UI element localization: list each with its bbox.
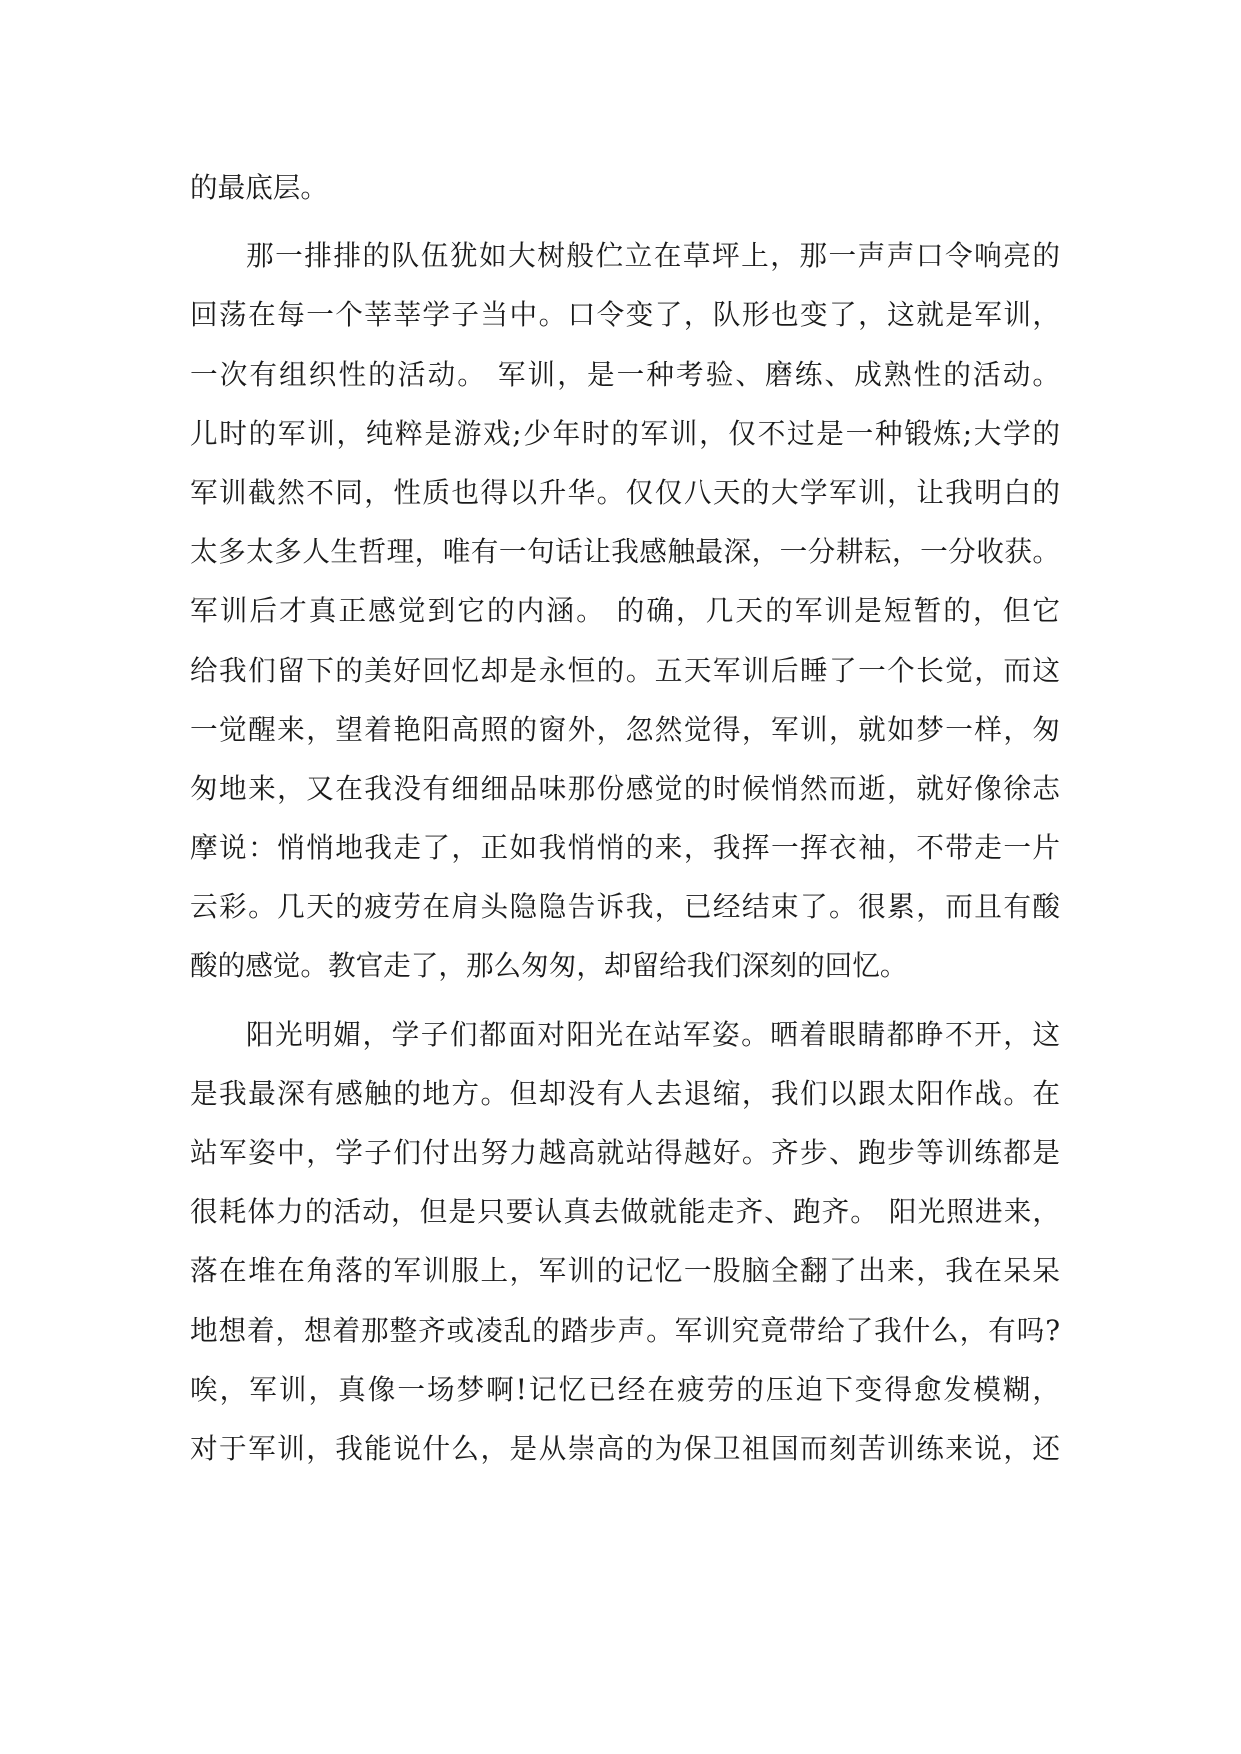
text-line: 摩说：悄悄地我走了，正如我悄悄的来，我挥一挥衣袖，不带走一片	[190, 831, 1060, 865]
text-line: 站军姿中，学子们付出努力越高就站得越好。齐步、跑步等训练都是	[190, 1136, 1060, 1169]
text-line: 唉，军训，真像一场梦啊!记忆已经在疲劳的压迫下变得愈发模糊，	[190, 1372, 1060, 1406]
text-line: 很耗体力的活动，但是只要认真去做就能走齐、跑齐。 阳光照进来，	[190, 1195, 1060, 1229]
text-line: 儿时的军训，纯粹是游戏;少年时的军训，仅不过是一种锻炼;大学的	[190, 416, 1060, 450]
body-text	[190, 158, 1060, 1478]
paragraph-first-line: 阳光明媚，学子们都面对阳光在站军姿。晒着眼睛都睁不开，这	[246, 1017, 1060, 1051]
text-line: 云彩。几天的疲劳在肩头隐隐告诉我，已经结束了。很累，而且有酸	[190, 890, 1060, 924]
text-line: 一次有组织性的活动。 军训，是一种考验、磨练、成熟性的活动。	[190, 357, 1060, 391]
text-line: 对于军训，我能说什么，是从崇高的为保卫祖国而刻苦训练来说，还	[190, 1431, 1060, 1465]
text-line: 的最底层。	[190, 171, 328, 204]
text-line: 给我们留下的美好回忆却是永恒的。五天军训后睡了一个长觉，而这	[190, 653, 1060, 687]
text-line: 军训截然不同，性质也得以升华。仅仅八天的大学军训，让我明白的	[190, 475, 1060, 509]
text-line: 回荡在每一个莘莘学子当中。口令变了，队形也变了，这就是军训，	[190, 298, 1060, 332]
text-line: 是我最深有感触的地方。但却没有人去退缩，我们以跟太阳作战。在	[190, 1076, 1060, 1110]
text-line: 酸的感觉。教官走了，那么匆匆，却留给我们深刻的回忆。	[190, 949, 908, 983]
text-line: 地想着，想着那整齐或凌乱的踏步声。军训究竟带给了我什么，有吗?	[190, 1313, 1060, 1347]
text-line: 匆地来，又在我没有细细品味那份感觉的时候悄然而逝，就好像徐志	[190, 771, 1060, 805]
text-line: 太多太多人生哲理，唯有一句话让我感触最深，一分耕耘，一分收获。	[190, 535, 1060, 569]
text-line: 落在堆在角落的军训服上，军训的记忆一股脑全翻了出来，我在呆呆	[190, 1254, 1060, 1288]
paragraph-first-line: 那一排排的队伍犹如大树般伫立在草坪上，那一声声口令响亮的	[246, 239, 1060, 273]
text-line: 军训后才真正感觉到它的内涵。 的确，几天的军训是短暂的，但它	[190, 594, 1060, 628]
text-line: 一觉醒来，望着艳阳高照的窗外，忽然觉得，军训，就如梦一样，匆	[190, 712, 1060, 746]
